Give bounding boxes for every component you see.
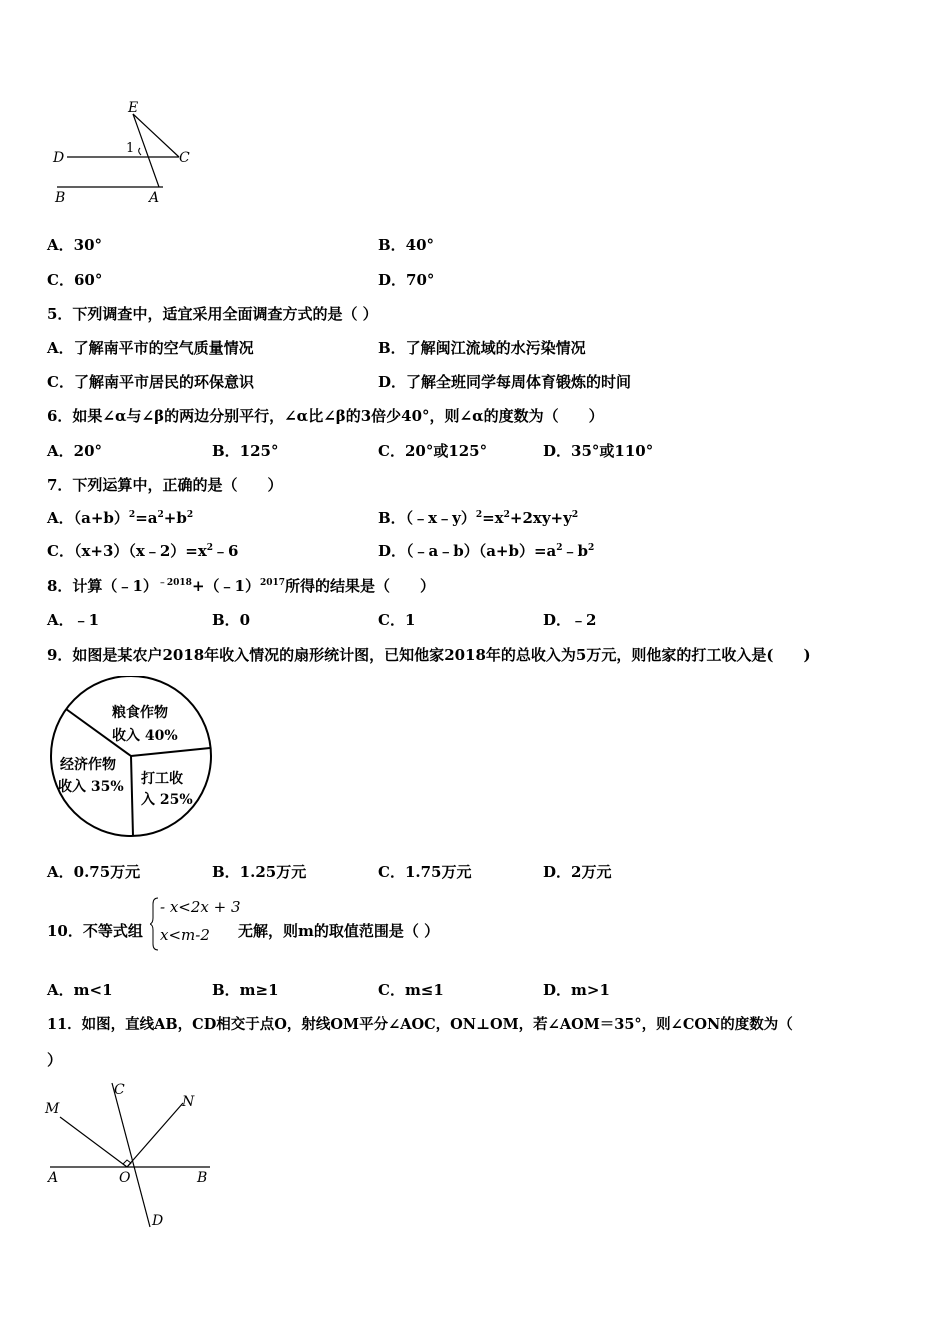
ray-on: [127, 1103, 183, 1167]
pie-divider-bottom: [131, 756, 133, 836]
q9-stem: 9．如图是某农户2018年收入情况的扇形统计图，已知他家2018年的总收入为5万元，则他家的打工收入是( ): [47, 646, 811, 664]
q8-stem: 8．计算（﹣1）$^{﹣2018}$+（﹣1）$^{2017}$所得的结果是（ ）: [47, 577, 436, 595]
right-angle-mark: [123, 1160, 131, 1167]
inequality-system: [150, 896, 240, 952]
slice-cash-label-2: 收入 35%: [58, 779, 124, 795]
label-c: C: [179, 150, 190, 166]
slice-work-label-1: 打工收: [141, 771, 183, 787]
figure-parallel-lines: [45, 95, 225, 215]
q9-option-a[interactable]: A．0.75万元: [47, 863, 141, 881]
slice-food-label-2: 收入 40%: [112, 728, 178, 744]
q8-option-c[interactable]: C．1: [378, 611, 416, 629]
q6-stem: 6．如果∠α与∠β的两边分别平行，∠α比∠β的3倍少40°，则∠α的度数为（ ）: [47, 407, 604, 425]
q10-prefix: 10．不等式组: [47, 922, 143, 940]
line-ec: [133, 114, 179, 157]
q10-option-b[interactable]: B．m≥1: [212, 981, 279, 999]
label-angle-1: 1: [126, 141, 135, 156]
q9-option-b[interactable]: B．1.25万元: [212, 863, 307, 881]
q5-option-b[interactable]: B．了解闽江流域的水污染情况: [378, 339, 586, 357]
inequality-row-1: - x<2x + 3: [160, 898, 241, 916]
slice-work-label-2: 入 25%: [141, 792, 193, 808]
brace-icon: [150, 896, 160, 952]
q10-option-d[interactable]: D．m>1: [543, 981, 610, 999]
q4-option-b[interactable]: B．40°: [378, 236, 435, 254]
q7-option-a[interactable]: A．$(a+b)^2=a^2+b^2$: [47, 509, 194, 527]
label-m: M: [45, 1101, 60, 1117]
q6-option-b[interactable]: B．125°: [212, 442, 279, 460]
q7-option-c[interactable]: C．$(x+3)(x﹣2)=x^2﹣6$: [47, 542, 239, 560]
label-e: E: [128, 100, 139, 116]
angle-arc: [139, 148, 141, 155]
label-d: D: [152, 1213, 164, 1229]
figure-intersecting-lines: [40, 1075, 220, 1235]
q10-option-a[interactable]: A．m<1: [47, 981, 113, 999]
q7-option-b[interactable]: B．$(﹣x﹣y)^2=x^2+2xy+y^2$: [378, 509, 579, 527]
q6-option-d[interactable]: D．35°或110°: [543, 442, 654, 460]
q8-option-b[interactable]: B．0: [212, 611, 251, 629]
q4-option-a[interactable]: A．30°: [47, 236, 103, 254]
q9-option-d[interactable]: D．2万元: [543, 863, 612, 881]
pie-chart: [48, 676, 220, 840]
slice-food-label-1: 粮食作物: [112, 705, 168, 721]
label-b: B: [55, 190, 66, 206]
q7-option-d[interactable]: D．$(﹣a﹣b)(a+b)=a^2﹣b^2$: [378, 542, 595, 560]
label-b: B: [197, 1170, 208, 1186]
q8-option-a[interactable]: A．﹣1: [47, 611, 100, 629]
label-n: N: [182, 1094, 195, 1110]
label-c: C: [114, 1082, 125, 1098]
q4-option-d[interactable]: D．70°: [378, 271, 435, 289]
q6-option-c[interactable]: C．20°或125°: [378, 442, 488, 460]
q10-suffix: 无解，则m的取值范围是（ ）: [238, 922, 440, 940]
q10-option-c[interactable]: C．m≤1: [378, 981, 444, 999]
label-a: A: [48, 1170, 59, 1186]
line-ea: [133, 114, 159, 187]
label-d: D: [53, 150, 65, 166]
q5-option-a[interactable]: A．了解南平市的空气质量情况: [47, 339, 254, 357]
pie-divider-right: [131, 748, 210, 756]
q4-option-c[interactable]: C．60°: [47, 271, 103, 289]
inequality-row-2: x<m-2: [160, 926, 210, 944]
ray-om: [60, 1117, 127, 1167]
label-a: A: [149, 190, 160, 206]
slice-cash-label-1: 经济作物: [60, 757, 116, 773]
q9-option-c[interactable]: C．1.75万元: [378, 863, 472, 881]
q8-option-d[interactable]: D．﹣2: [543, 611, 597, 629]
q7-stem: 7．下列运算中，正确的是（ ）: [47, 476, 283, 494]
q6-option-a[interactable]: A．20°: [47, 442, 103, 460]
q11-stem-line2: ）: [47, 1051, 63, 1069]
q5-stem: 5．下列调查中，适宜采用全面调查方式的是（ ）: [47, 305, 378, 323]
line-cd: [112, 1083, 150, 1227]
label-o: O: [119, 1170, 131, 1186]
q11-stem-line1: 11．如图，直线AB，CD相交于点O，射线OM平分∠AOC，ON⊥OM，若∠AOM＝35°，则∠CON的度数为（: [47, 1016, 793, 1033]
q5-option-c[interactable]: C．了解南平市居民的环保意识: [47, 373, 254, 391]
q5-option-d[interactable]: D．了解全班同学每周体育锻炼的时间: [378, 373, 632, 391]
